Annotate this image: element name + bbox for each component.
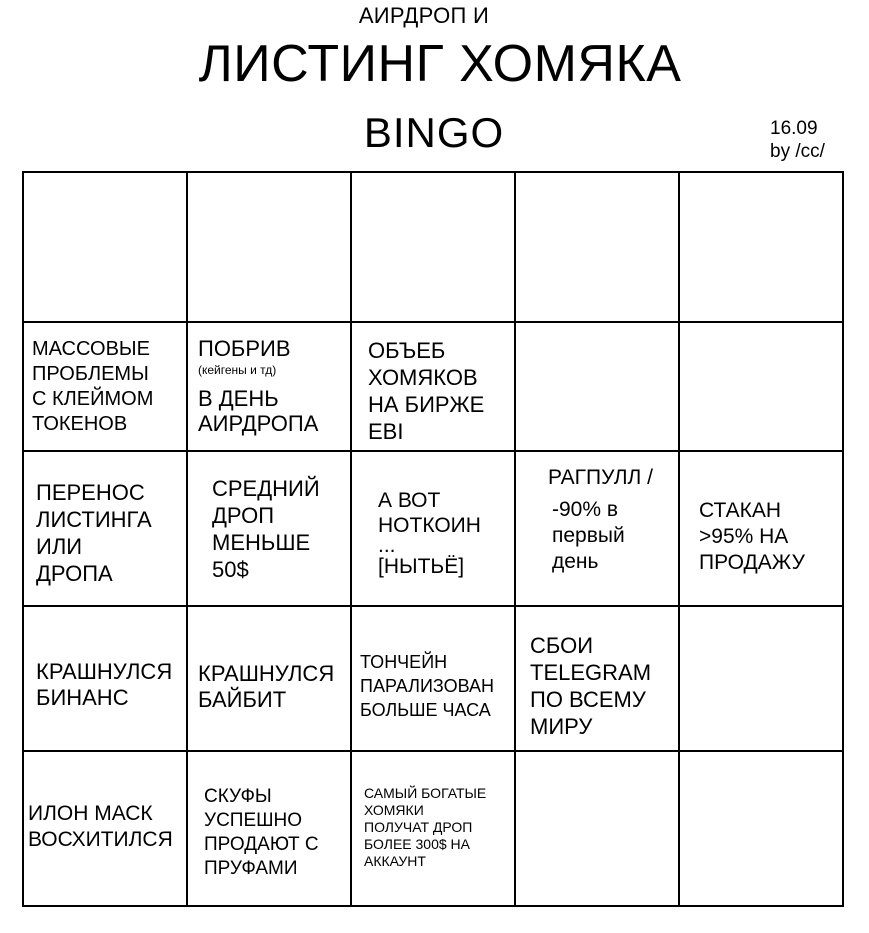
cell-ton-paralyzed	[360, 650, 494, 722]
cell-skufs-selling	[204, 785, 319, 881]
cell-line: БАЙБИТ	[198, 687, 287, 712]
cell-line: [НЫТЬЁ]	[378, 555, 465, 578]
cell-line: ПАРАЛИЗОВАН	[360, 676, 494, 696]
cell-line: АККАУНТ	[364, 853, 426, 869]
bingo-title: ЛИСТИНГ ХОМЯКА	[198, 35, 682, 93]
cell-line: ИЛИ	[36, 534, 83, 559]
cell-line: СКУФЫ	[204, 786, 272, 807]
cell-line: САМЫЙ БОГАТЫЕ	[364, 785, 487, 801]
cell-line: АИРДРОПА	[198, 411, 319, 436]
date-label: 16.09	[770, 118, 818, 139]
cell-line: ВОСХИТИЛСЯ	[28, 828, 173, 851]
cell-bybit-crashed	[198, 661, 334, 713]
grid-divider	[24, 450, 842, 452]
grid-divider	[186, 173, 188, 905]
cell-binance-crashed	[36, 659, 172, 711]
cell-line: ПОЛУЧАТ ДРОП	[364, 819, 473, 835]
cell-line: ИЛОН МАСК	[28, 802, 153, 825]
cell-line: МАССОВЫЕ	[32, 338, 150, 360]
cell-line: РАГПУЛЛ /	[548, 466, 653, 489]
cell-elon-musk	[28, 801, 173, 853]
cell-line: ПОБРИВ	[198, 336, 291, 361]
cell-line: СБОИ	[530, 633, 594, 658]
cell-mass-claim-problems	[32, 337, 153, 437]
date-author-block	[770, 117, 825, 163]
cell-exchange-scam	[368, 337, 484, 445]
cell-notcoin-whining	[378, 488, 481, 579]
cell-line: ТОНЧЕЙН	[360, 652, 448, 672]
cell-line: ДРОПА	[36, 561, 113, 586]
cell-line: ТОКЕНОВ	[32, 413, 128, 435]
cell-telegram-outage	[530, 632, 651, 740]
cell-line: КРАШНУЛСЯ	[198, 661, 335, 686]
cell-line: БИНАНС	[36, 685, 129, 710]
cell-line: ПЕРЕНОС	[36, 480, 145, 505]
cell-shaved-on-airdrop-day	[198, 336, 318, 436]
cell-order-book	[699, 498, 805, 576]
cell-line: ПРОДАЖУ	[699, 551, 805, 574]
cell-line: КРАШНУЛСЯ	[36, 659, 173, 684]
cell-line: ДРОП	[212, 503, 275, 528]
cell-line: ЛИСТИНГА	[36, 507, 152, 532]
grid-divider	[24, 605, 842, 607]
grid-divider	[350, 173, 352, 905]
cell-line: НОТКОИН	[378, 514, 481, 537]
cell-line: EBI	[368, 419, 404, 444]
author-label: by /cc/	[770, 141, 825, 162]
cell-line: ПРУФАМИ	[204, 858, 298, 879]
grid-divider	[514, 173, 516, 905]
grid-divider	[678, 173, 680, 905]
cell-note: (кейгены и тд)	[198, 363, 277, 377]
cell-line: НА БИРЖЕ	[368, 392, 485, 417]
cell-line: МЕНЬШЕ	[212, 530, 311, 555]
cell-line: С КЛЕЙМОМ	[32, 388, 154, 410]
cell-line: ХОМЯКИ	[364, 802, 424, 818]
cell-line: МИРУ	[530, 714, 593, 739]
cell-line: БОЛЕЕ 300$ НА	[364, 836, 470, 852]
cell-line: ПРОБЛЕМЫ	[32, 363, 149, 385]
bingo-heading: BINGO	[363, 109, 505, 156]
cell-line: В ДЕНЬ	[198, 386, 279, 411]
cell-line: ПРОДАЮТ С	[204, 834, 319, 855]
cell-line: TELEGRAM	[530, 660, 652, 685]
cell-line: 50$	[212, 557, 249, 582]
cell-line: ОБЪЕБ	[368, 338, 446, 363]
cell-richest-hamsters	[364, 785, 486, 870]
bingo-pretitle: АИРДРОП И	[358, 3, 490, 28]
grid-divider	[24, 321, 842, 323]
cell-rugpull	[548, 465, 653, 575]
cell-listing-postponed	[36, 479, 152, 587]
cell-line: первый	[552, 524, 625, 547]
cell-line: ХОМЯКОВ	[368, 365, 478, 390]
cell-line: ...	[378, 534, 396, 557]
cell-average-drop	[212, 475, 320, 583]
cell-line: -90% в	[552, 498, 619, 521]
cell-line: ПО ВСЕМУ	[530, 687, 646, 712]
cell-line: день	[552, 550, 599, 573]
cell-line: СРЕДНИЙ	[212, 476, 320, 501]
cell-line: >95% НА	[699, 525, 789, 548]
grid-divider	[24, 750, 842, 752]
cell-line: А ВОТ	[378, 489, 441, 512]
bingo-grid	[22, 171, 844, 907]
cell-line: УСПЕШНО	[204, 810, 303, 831]
cell-line: БОЛЬШЕ ЧАСА	[360, 700, 491, 720]
cell-line: СТАКАН	[699, 499, 782, 522]
